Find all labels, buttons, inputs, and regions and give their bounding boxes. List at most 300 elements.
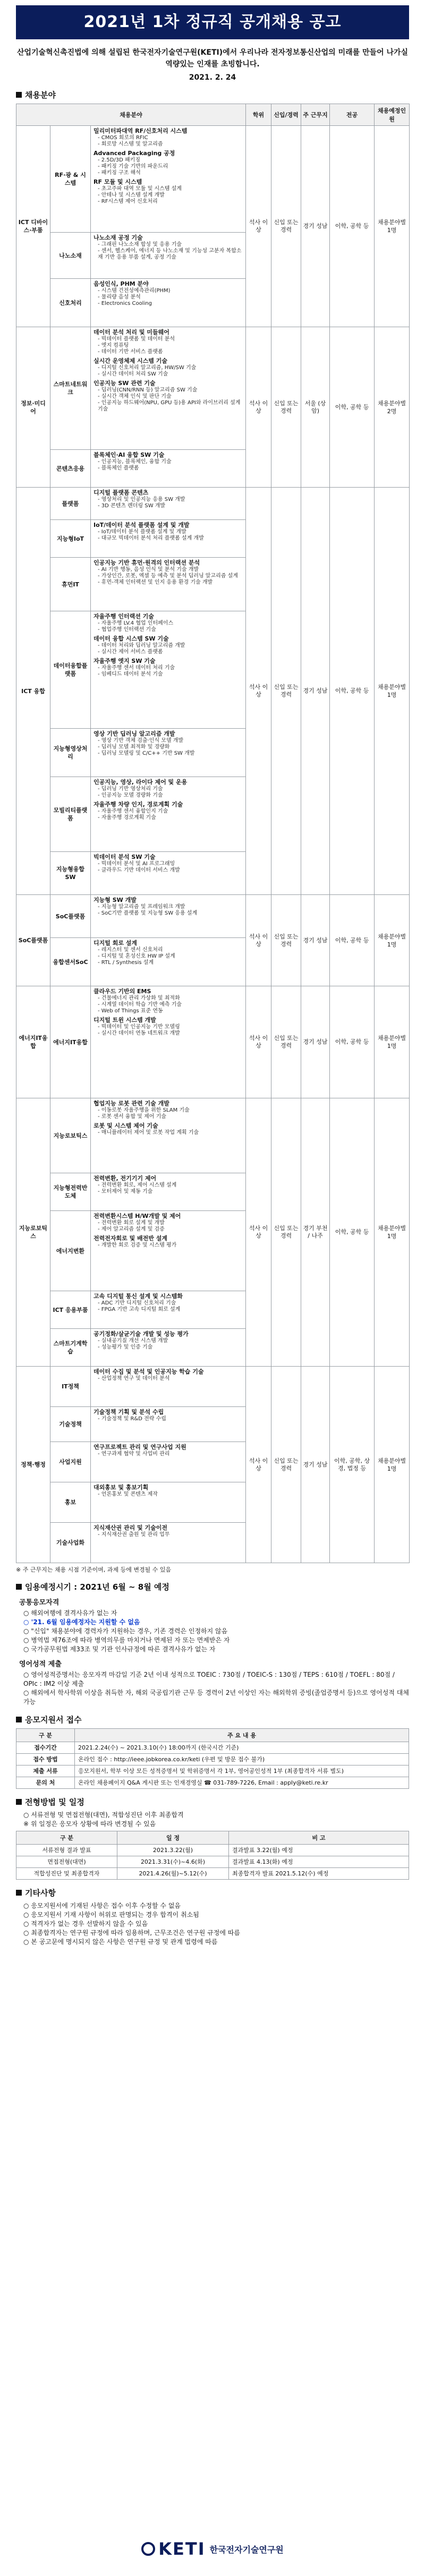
job-item-line: - 실시간 데이터 처리 SW 기술 xyxy=(98,371,168,377)
job-item-title: 인공지능 기반 휴먼·원격의 인터랙션 분석 xyxy=(94,559,200,566)
job-location: 경기 성남 xyxy=(301,895,330,986)
job-item-title: 실시간 운영체제 시스템 기술 xyxy=(94,357,167,364)
schedule-step: 적합성진단 및 최종합격자 xyxy=(16,1868,117,1880)
job-item-line: - 건물에너지 관리 가상화 및 최적화 xyxy=(98,995,180,1001)
job-degree: 석사 이상 xyxy=(246,1367,271,1563)
job-item xyxy=(94,1330,243,1351)
job-item-line: - 3D 콘텐츠 렌더링 SW 개발 xyxy=(98,503,166,509)
job-item-title: 지식재산권 관리 및 기술이전 xyxy=(94,1524,167,1531)
job-item-line: - 물리량 음성 분석 xyxy=(98,294,141,300)
job-item-title: 연구프로젝트 관리 및 연구사업 지원 xyxy=(94,1444,186,1451)
job-subfield: 기술정책 xyxy=(50,1407,91,1442)
job-item-title: RF 모듈 및 시스템 xyxy=(94,178,142,185)
job-subfield: 플랫폼 xyxy=(50,488,91,520)
job-experience: 신입 또는 경력 xyxy=(271,488,301,895)
job-item-title: 인공지능 SW 관련 기술 xyxy=(94,380,156,387)
job-item xyxy=(94,1100,243,1120)
job-item xyxy=(94,988,243,1014)
job-detail xyxy=(91,1291,245,1328)
job-experience: 신입 또는 경력 xyxy=(271,126,301,327)
job-item xyxy=(94,801,243,821)
schedule-header: 일 정 xyxy=(117,1831,229,1845)
job-detail xyxy=(91,279,245,327)
job-experience: 신입 또는 경력 xyxy=(271,1098,301,1367)
submission-header: 구 분 xyxy=(16,1729,75,1742)
job-item-line: - 시계열 데이터 학습 기반 예측 기술 xyxy=(98,1002,182,1008)
job-item-line: - 자율주행 센서 데이터 처리 기술 xyxy=(98,665,175,671)
job-item xyxy=(94,658,243,678)
job-subfield: 지능형영상처리 xyxy=(50,729,91,777)
table-row xyxy=(16,488,410,520)
job-item-line: - 딥러닝 기반 영상처리 기술 xyxy=(98,786,163,792)
job-major: 이학, 공학 등 xyxy=(330,126,375,327)
page-title: 2021년 1차 정규직 공개채용 공고 xyxy=(16,5,409,39)
job-item-line: - 인공지능, 블록체인, 융합 기술 xyxy=(98,459,172,465)
schedule-intro: ○ 서류전형 및 면접전형(대면), 적합성진단 이후 최종합격 xyxy=(23,1811,184,1819)
job-subfield: 지능형전력반도체 xyxy=(50,1173,91,1211)
job-item-line: - SoC기반 플랫폼 및 지능형 SW 응용 설계 xyxy=(98,910,198,916)
job-location: 경기 부천 / 나주 xyxy=(301,1098,330,1367)
job-item xyxy=(94,779,243,799)
col-header-major: 전공 xyxy=(330,104,375,126)
job-degree: 석사 이상 xyxy=(246,895,271,986)
job-item xyxy=(94,234,243,261)
job-item-line: - 제어 알고리즘 설계 및 검증 xyxy=(98,1226,165,1232)
job-detail xyxy=(91,777,245,851)
job-item-title: 고속 디지털 통신 설계 및 시스템화 xyxy=(94,1293,183,1300)
job-item-line: - IoT/데이터 분석 플랫폼 설계 및 개발 xyxy=(98,529,186,535)
job-item-line: - 클라우드 기반 데이터 서비스 개발 xyxy=(98,867,180,873)
col-header-location: 주 근무지 xyxy=(301,104,330,126)
job-item-line: - 실내공기질 개선 시스템 개발 xyxy=(98,1338,168,1344)
job-subfield: 지능형융합SW xyxy=(50,852,91,895)
job-detail-cell xyxy=(91,279,246,327)
job-item-line: - 빅데이터 분석 및 AI 프로그래밍 xyxy=(98,861,175,867)
job-item xyxy=(94,127,243,148)
square-bullet-icon xyxy=(16,1890,22,1896)
requirement-line: ○ "신입" 채용분야에 경력자가 지원하는 경우, 기존 경력은 인정하지 않음 xyxy=(23,1627,228,1635)
job-major: 이학, 공학 등 xyxy=(330,488,375,895)
job-detail xyxy=(91,852,245,894)
submission-value: 2021.2.24(수) ~ 2021.3.10(수) 18:00까지 (한국시간 기준) xyxy=(75,1742,409,1754)
job-subfield: 나노소재 xyxy=(50,233,91,279)
job-detail xyxy=(91,938,245,986)
apply-section-title: 임용예정시기 : 2021년 6월 ~ 8월 예정 xyxy=(16,1581,409,1592)
job-detail-cell xyxy=(91,729,246,777)
job-field: 지능로보틱스 xyxy=(16,1098,50,1367)
job-count: 채용분야별 1명 xyxy=(375,488,410,895)
job-item-line: - 실시간 객체 인식 및 판단 기술 xyxy=(98,394,172,399)
square-bullet-icon xyxy=(16,1584,22,1590)
table-row xyxy=(16,986,410,1098)
job-item-line: - FPGA 기반 고속 디지털 회로 설계 xyxy=(98,1307,181,1312)
job-experience: 신입 또는 경력 xyxy=(271,1367,301,1563)
job-item-line: - 실시간 제어 서비스 플랫폼 xyxy=(98,649,163,655)
job-item-title: 대외홍보 및 홍보기획 xyxy=(94,1484,149,1491)
job-item-line: - 빅데이터 및 인공지능 기반 모델링 xyxy=(98,1024,180,1030)
job-item-title: 디지털 트윈 시스템 개발 xyxy=(94,1017,156,1023)
english-line: ○ 영어성적증명서는 응모자격 마감일 기준 2년 이내 성적으로 TOEIC : 730점 / TOEIC-S : 130점 / TEPS : 610점 / TOEFL : 80점 / OPIc : IM2 이상 제출 xyxy=(23,1671,395,1687)
job-subfield: 기술사업화 xyxy=(50,1523,91,1563)
job-degree: 석사 이상 xyxy=(246,126,271,327)
job-item-line: - Web of Things 표준 연동 xyxy=(98,1008,163,1014)
table-row xyxy=(16,126,410,233)
other-item: ○ 적격자가 없는 경우 선발하지 않을 수 있음 xyxy=(23,1920,148,1927)
col-header-experience: 신입/경력 xyxy=(271,104,301,126)
other-section-title: 기타사항 xyxy=(16,1887,409,1898)
job-item-title: 공기정화/살균기술 개발 및 성능 평가 xyxy=(94,1330,189,1337)
job-item-title: 전력변환시스템 H/W개발 및 제어 xyxy=(94,1213,181,1219)
job-item xyxy=(94,451,243,472)
job-detail-cell xyxy=(91,233,246,279)
job-detail-cell xyxy=(91,1442,246,1482)
job-item xyxy=(94,1409,243,1422)
job-subfield: RF·광 & 시스템 xyxy=(50,126,91,233)
job-degree: 석사 이상 xyxy=(246,488,271,895)
job-item-line: - 모터제어 및 제동 기술 xyxy=(98,1189,153,1195)
job-detail xyxy=(91,1329,245,1366)
job-location: 경기 성남 xyxy=(301,488,330,895)
table-row xyxy=(16,1856,409,1868)
submission-label: 문의 처 xyxy=(16,1777,75,1789)
job-item-line: - 대규모 빅데이터 분석 처리 플랫폼 설계 개발 xyxy=(98,535,204,541)
job-item-line: - RTL / Synthesis 설계 xyxy=(98,960,154,966)
job-item-title: 자율주행 차량 인지, 경로계획 기술 xyxy=(94,801,183,808)
job-item-line: - 인공지능 모델 경량화 기술 xyxy=(98,792,163,798)
job-item-line: - 휴먼-객체 인터랙션 및 인지 응용 환경 기술 개발 xyxy=(98,579,213,585)
job-item-title: 음성인식, PHM 분야 xyxy=(94,280,149,287)
recruitment-table xyxy=(16,104,410,1563)
recruit-section-title: 채용분야 xyxy=(16,89,409,100)
job-detail-cell xyxy=(91,611,246,729)
job-detail xyxy=(91,1367,245,1406)
job-item-line: - ADC 기반 디지털 신호처리 기술 xyxy=(98,1300,176,1306)
job-detail xyxy=(91,611,245,728)
job-detail-cell xyxy=(91,327,246,450)
job-item-title: 자율주행 인터랙션 기술 xyxy=(94,613,154,620)
job-item xyxy=(94,1122,243,1136)
col-header-field: 채용분야 xyxy=(16,104,246,126)
job-subfield: ICT 응용부품 xyxy=(50,1291,91,1329)
logo-text: KETI xyxy=(158,2539,206,2559)
job-item-line: - 지능형 알고리즘 및 프레임워크 개발 xyxy=(98,904,185,910)
job-item-title: 디지털 플랫폼 콘텐츠 xyxy=(94,489,149,496)
job-detail-cell xyxy=(91,1098,246,1173)
job-detail-cell xyxy=(91,450,246,488)
job-item-line: - 언론홍보 및 콘텐츠 제작 xyxy=(98,1491,158,1497)
job-location: 경기 성남 xyxy=(301,986,330,1098)
job-detail-cell xyxy=(91,777,246,852)
job-major: 이학, 공학 등 xyxy=(330,895,375,986)
job-item-line: - 지식재산권 출원 및 관리 업무 xyxy=(98,1532,170,1538)
job-item-line: - 디지털 신호처리 알고리즘, HW/SW 기술 xyxy=(98,365,197,371)
schedule-header: 구 분 xyxy=(16,1831,117,1845)
job-item-line: - 패키징 기술 기반의 파운드리 xyxy=(98,164,168,169)
schedule-step: 서류전형 결과 발표 xyxy=(16,1845,117,1856)
job-detail xyxy=(91,520,245,557)
job-location: 경기 성남 xyxy=(301,126,330,327)
job-item-line: - 연구과제 협약 및 사업비 관리 xyxy=(98,1451,170,1457)
square-bullet-icon xyxy=(16,92,22,98)
job-field: 정보·미디어 xyxy=(16,327,50,488)
schedule-date: 2021.3.31(수)~4.6(화) xyxy=(117,1856,229,1868)
other-item: ○ 최종합격자는 연구원 규정에 따라 임용하며, 근무조건은 연구원 규정에 따름 xyxy=(23,1929,240,1937)
job-detail-cell xyxy=(91,1291,246,1329)
schedule-note: ※ 위 일정은 응모자 상황에 따라 변경될 수 있음 xyxy=(23,1820,156,1828)
job-item-line: - 실시간 데이터 연동 네트워크 개발 xyxy=(98,1030,180,1036)
requirement-line: ○ 병역법 제76조에 따라 병역의무를 마치거나 면제된 자 또는 면제받은 자 xyxy=(23,1636,230,1644)
job-experience: 신입 또는 경력 xyxy=(271,986,301,1098)
schedule-section-title: 전형방법 및 일정 xyxy=(16,1796,409,1807)
job-item-title: 영상 기반 딥러닝 알고리즘 개발 xyxy=(94,730,175,737)
job-degree: 석사 이상 xyxy=(246,1098,271,1367)
job-detail xyxy=(91,1173,245,1210)
job-item-title: 블록체인·AI 융합 SW 기술 xyxy=(94,451,165,458)
job-subfield: 스마트네트워크 xyxy=(50,327,91,450)
square-bullet-icon xyxy=(16,1799,22,1805)
job-detail xyxy=(91,729,245,777)
job-detail xyxy=(91,1098,245,1173)
job-count: 채용분야별 1명 xyxy=(375,1098,410,1367)
job-item xyxy=(94,940,243,966)
job-item xyxy=(94,329,243,355)
job-major: 이학, 공학 등 xyxy=(330,986,375,1098)
job-count: 채용분야별 1명 xyxy=(375,1367,410,1563)
job-item xyxy=(94,280,243,307)
job-count: 채용분야별 2명 xyxy=(375,327,410,488)
submission-label: 접수기간 xyxy=(16,1742,75,1754)
job-major: 이학, 공학 등 xyxy=(330,327,375,488)
submission-label: 접수 방법 xyxy=(16,1754,75,1765)
submission-value: 응모지원서, 학부 이상 모든 성적증명서 및 학위증명서 각 1부, 영어공인성적 1부 (최종합격자 서류 별도) xyxy=(75,1765,409,1777)
job-item-title: 데이터 융합 시스템 SW 기술 xyxy=(94,635,169,642)
job-subfield: 지능로보틱스 xyxy=(50,1098,91,1173)
job-item xyxy=(94,854,243,874)
job-detail-cell xyxy=(91,895,246,938)
requirement-line: ○ '21. 6월 임용예정자는 지원할 수 없음 xyxy=(23,1618,140,1626)
job-detail xyxy=(91,1442,245,1482)
job-item-line: - 성능평가 및 인증 기술 xyxy=(98,1344,153,1350)
job-field: SoC플랫폼 xyxy=(16,895,50,986)
job-detail xyxy=(91,126,245,232)
job-item xyxy=(94,380,243,413)
submission-section-title: 응모지원서 접수 xyxy=(16,1714,409,1725)
job-item-line: - 센서, 헬스케어, 에너지 등 나노소재 및 기능성 고분자 복합소재 기반 응용 부품 설계, 공정 기술 xyxy=(98,248,242,260)
job-item xyxy=(94,1175,243,1195)
job-item xyxy=(94,1293,243,1313)
job-item-line: - 자율주행 LV.4 협업 인터페이스 xyxy=(98,620,174,626)
job-item-title: 디지털 회로 설계 xyxy=(94,940,138,946)
job-subfield: 지능형IoT xyxy=(50,520,91,558)
job-item xyxy=(94,489,243,509)
job-item-title: 로봇 및 시스템 제어 기술 xyxy=(94,1122,158,1129)
job-item-line: - 개발한 회로 검증 및 시스템 평가 xyxy=(98,1242,177,1248)
job-detail-cell xyxy=(91,1211,246,1291)
job-major: 이학, 공학 등 xyxy=(330,1098,375,1367)
job-degree: 석사 이상 xyxy=(246,327,271,488)
footer xyxy=(0,2539,425,2576)
table-row xyxy=(16,327,410,450)
job-item-title: 빅데이터 분석 SW 기술 xyxy=(94,854,156,860)
job-item-line: - 초고주파 대역 모듈 및 시스템 설계 xyxy=(98,186,182,192)
job-item xyxy=(94,1444,243,1457)
table-row xyxy=(16,1868,409,1880)
job-item-line: - 기술정책 및 R&D 전략 수립 xyxy=(98,1416,166,1422)
job-item-title: 협업지능 로봇 관련 기술 개발 xyxy=(94,1100,169,1107)
job-item xyxy=(94,1017,243,1037)
job-detail xyxy=(91,1407,245,1441)
job-degree: 석사 이상 xyxy=(246,986,271,1098)
table-row xyxy=(16,1098,410,1173)
table-row xyxy=(16,1845,409,1856)
job-count: 채용분야별 1명 xyxy=(375,126,410,327)
table-row xyxy=(16,1754,409,1765)
job-item-line: - 딥러닝 모델링 및 C/C++ 기반 SW 개발 xyxy=(98,750,195,756)
job-experience: 신입 또는 경력 xyxy=(271,327,301,488)
job-detail xyxy=(91,1211,245,1291)
job-item xyxy=(94,150,243,176)
job-item-title: 데이터 수집 및 분석 및 인공지능 학습 기술 xyxy=(94,1368,204,1375)
job-detail-cell xyxy=(91,1482,246,1523)
job-count: 채용분야별 1명 xyxy=(375,895,410,986)
job-item-line: - 회로망 시스템 및 알고리즘 xyxy=(98,141,163,147)
job-item-title: IoT/데이터 분석 플랫폼 설계 및 개발 xyxy=(94,522,190,528)
job-item-line: - 전력변환 회로 설계 및 개발 xyxy=(98,1220,165,1226)
job-detail-cell xyxy=(91,938,246,986)
job-field: ICT 디바이스·부품 xyxy=(16,126,50,327)
job-item-line: - 데이터 기반 서비스 플랫폼 xyxy=(98,349,163,355)
job-item-line: - RF시스템 제어 신호처리 xyxy=(98,199,158,204)
english-line: ○ 해외에서 학사학위 이상을 취득한 자, 해외 국공립기관 근무 등 경력이 2년 이상인 자는 해외학위 증빙(졸업증명서 등)으로 영어성적 대체 가능 xyxy=(23,1689,409,1705)
job-subfield: 신호처리 xyxy=(50,279,91,327)
schedule-date: 2021.3.22(월) xyxy=(117,1845,229,1856)
job-location: 서울 (상암) xyxy=(301,327,330,488)
job-item-line: - 산업정책 연구 및 데이터 분석 xyxy=(98,1376,170,1381)
schedule-memo: 결과발표 3.22(월) 예정 xyxy=(229,1845,409,1856)
job-item-title: 자율주행 엣지 SW 기술 xyxy=(94,658,156,664)
table-row xyxy=(16,1367,410,1407)
job-detail-cell xyxy=(91,126,246,233)
schedule-date: 2021.4.26(월)~5.12(수) xyxy=(117,1868,229,1880)
job-item-title: 지능형 SW 개발 xyxy=(94,897,137,903)
job-subfield: 콘텐츠응용 xyxy=(50,450,91,488)
job-item-line: - 그래핀 나노소재 합성 및 응용 기술 xyxy=(98,242,182,248)
requirement-line: ○ 해외여행에 결격사유가 없는 자 xyxy=(23,1609,117,1617)
english-title: 영어성적 제출 xyxy=(19,1660,62,1668)
job-subfield: IT정책 xyxy=(50,1367,91,1407)
schedule-memo: 최종합격자 발표 2021.5.12(수) 예정 xyxy=(229,1868,409,1880)
job-item-line: - CMOS 회로의 RFIC xyxy=(98,135,148,141)
job-item xyxy=(94,1524,243,1538)
submission-link[interactable]: 온라인 접수 : http://ieee.jobkorea.co.kr/keti (우편 및 방문 접수 불가) xyxy=(75,1754,409,1765)
submission-table xyxy=(16,1728,409,1789)
submission-header: 주 요 내 용 xyxy=(75,1729,409,1742)
job-detail xyxy=(91,895,245,937)
job-item-line: - 빅데이터 플랫폼 및 데이터 분석 xyxy=(98,336,175,342)
schedule-memo: 결과발표 4.13(화) 예정 xyxy=(229,1856,409,1868)
job-detail-cell xyxy=(91,1329,246,1367)
job-item-line: - 전력변환 회로, 제어 시스템 설계 xyxy=(98,1182,177,1188)
job-subfield: 모빌리티플랫폼 xyxy=(50,777,91,852)
job-item-title: 밀리미터파대역 RF/신호처리 시스템 xyxy=(94,127,188,134)
job-subfield: 홍보 xyxy=(50,1482,91,1523)
job-detail xyxy=(91,488,245,519)
job-item xyxy=(94,897,243,917)
job-detail-cell xyxy=(91,986,246,1098)
col-header-count: 채용예정인원 xyxy=(375,104,410,126)
job-item-line: - 2.5D/3D 패키징 xyxy=(98,157,140,163)
table-row xyxy=(16,1742,409,1754)
other-item: ○ 응모지원서 기재 사항이 허위로 판명되는 경우 합격이 취소됨 xyxy=(23,1911,199,1918)
job-count: 채용분야별 1명 xyxy=(375,986,410,1098)
job-item xyxy=(94,1368,243,1382)
job-field: 정책·행정 xyxy=(16,1367,50,1563)
job-item-line: - 데이터 처리와 딥러닝 알고리즘 개발 xyxy=(98,643,185,649)
job-detail-cell xyxy=(91,520,246,558)
job-item-line: - 영상처리 및 인공지능 응용 SW 개발 xyxy=(98,497,185,502)
submission-contact[interactable]: 온라인 채용페이지 Q&A 게시판 또는 인재경영실 ☎ 031-789-7226, Email : apply@keti.re.kr xyxy=(75,1777,409,1789)
job-subfield: 스마트기계학습 xyxy=(50,1329,91,1367)
job-item-title: 기술정책 기획 및 분석 수립 xyxy=(94,1409,164,1415)
other-item: ○ 본 공고문에 명시되지 않은 사항은 연구원 규정 및 관계 법령에 따름 xyxy=(23,1938,218,1946)
location-note: ※ 주 근무지는 채용 시점 기준이며, 과제 등에 변경될 수 있음 xyxy=(16,1566,172,1573)
schedule-header: 비 고 xyxy=(229,1831,409,1845)
job-item-title: 인공지능, 영상, 라이다 제어 및 운용 xyxy=(94,779,188,786)
job-item-line: - 매니퓰레이터 제어 및 로봇 작업 계획 기술 xyxy=(98,1130,199,1136)
other-item: ○ 응모지원서에 기재된 사항은 접수 이후 수정할 수 없음 xyxy=(23,1902,181,1909)
job-item-line: - 이동로봇 자율주행을 위한 SLAM 기술 xyxy=(98,1107,190,1113)
job-item-line: - 가상인간, 로봇, 엑셀 등 예측 및 분석 딥러닝 알고리즘 설계 xyxy=(98,573,238,579)
keti-logo-icon xyxy=(141,2542,155,2556)
job-item-line: - 블록체인 플랫폼 xyxy=(98,465,139,471)
job-item xyxy=(94,1235,243,1249)
job-item-line: - 디지털 및 혼성신호 HW IP 설계 xyxy=(98,953,175,959)
job-item-title: 데이터 분석 처리 및 미들웨어 xyxy=(94,329,169,336)
job-item-title: 전력변환, 전기기기 제어 xyxy=(94,1175,157,1182)
job-item xyxy=(94,730,243,757)
square-bullet-icon xyxy=(16,1717,22,1722)
job-detail-cell xyxy=(91,1407,246,1442)
requirement-line: ○ 국가공무원법 제33조 및 기관 인사규정에 따른 결격사유가 없는 자 xyxy=(23,1645,216,1653)
job-item xyxy=(94,522,243,542)
job-subfield: 에너지변환 xyxy=(50,1211,91,1291)
job-subfield: 데이터융합플랫폼 xyxy=(50,611,91,729)
col-header-degree: 학위 xyxy=(246,104,271,126)
job-item-line: - 엣지 컴퓨팅 xyxy=(98,343,129,348)
table-row xyxy=(16,895,410,938)
job-subfield: 사업지원 xyxy=(50,1442,91,1482)
job-major: 이학, 공학, 상경, 법정 등 xyxy=(330,1367,375,1563)
schedule-step: 면접전형(대면) xyxy=(16,1856,117,1868)
job-item xyxy=(94,1484,243,1498)
notice-date: 2021. 2. 24 xyxy=(189,73,236,82)
job-item xyxy=(94,613,243,633)
intro-text: 산업기술혁신촉진법에 의해 설립된 한국전자기술연구원(KETI)에서 우리나라 전자정보통신산업의 미래를 만들어 나가실 역량있는 인재를 초빙합니다. xyxy=(16,48,409,69)
job-item-title: 전력전자회로 및 배전반 설계 xyxy=(94,1235,167,1242)
job-detail-cell xyxy=(91,1523,246,1563)
job-item xyxy=(94,559,243,586)
job-detail xyxy=(91,233,245,278)
job-item-line: - 시스템 건전성예측관리(PHM) xyxy=(98,288,171,294)
job-item-line: - 협업주행 인터랙션 기술 xyxy=(98,627,156,633)
job-subfield: SoC플랫폼 xyxy=(50,895,91,938)
job-item-line: - Electronics Cooling xyxy=(98,301,152,306)
job-detail-cell xyxy=(91,852,246,895)
schedule-table xyxy=(16,1831,409,1880)
submission-label: 제출 서류 xyxy=(16,1765,75,1777)
job-detail-cell xyxy=(91,558,246,611)
job-field: 에너지IT융합 xyxy=(16,986,50,1098)
